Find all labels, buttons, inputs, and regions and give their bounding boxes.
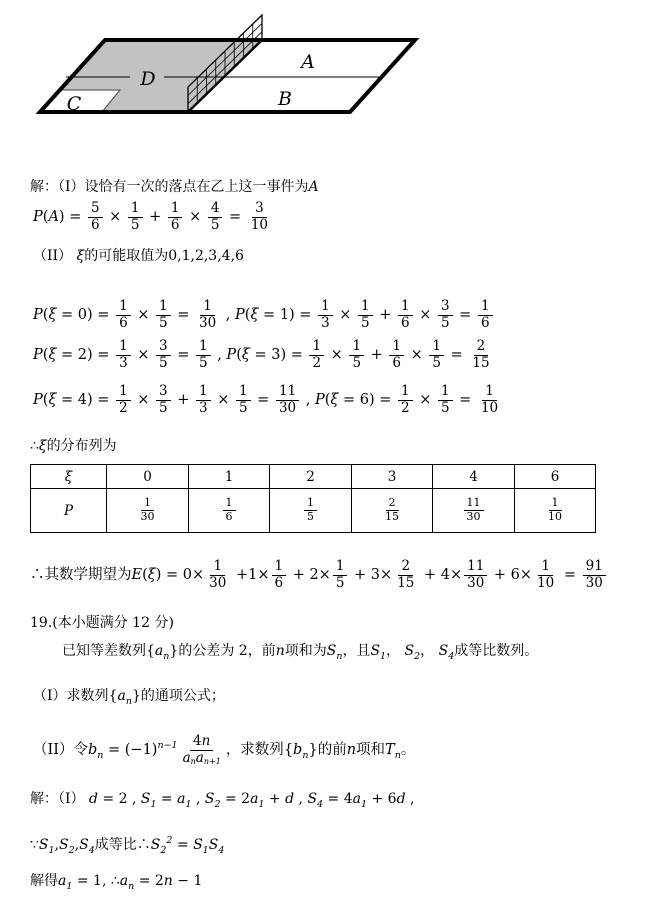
problem-19-part1: （I）求数列$\{a_n\}$的通项公式； xyxy=(33,688,225,707)
prob-cell: $\frac{1}{6}$ xyxy=(189,489,270,533)
formula-p-xi-2-3: P(ξ = 2) = $\frac{1}{3}$ × $\frac{3}{5}$ = $\frac{1}{5}$ , P(ξ = 3) = $\frac{1}{2}$ × $\frac{1}{5}$ + $\frac{1}{6}$ × $\frac{1}{5}$ = $\frac{2}{15}$ xyxy=(33,337,490,371)
problem-19-part2: （II）令$b_n = (-1)^{n-1}$ 4n anan+1 ，求数列$\{b_n\}$的前n项和$T_n$。 xyxy=(33,732,416,766)
prob-cell: $\frac{1}{5}$ xyxy=(270,489,352,533)
problem-19-statement: 已知等差数列$\{a_n\}$的公差为 2，前n项和为$S_n$，且$S_1$， $S_2$， $S_4$成等比数列。 xyxy=(62,643,539,662)
value-cell: 4 xyxy=(433,465,515,489)
formula-p-xi-0-1: P(ξ = 0) = $\frac{1}{6}$ × $\frac{1}{5}$ = $\frac{1}{30}$ , P(ξ = 1) = $\frac{1}{3}$ × $\frac{1}{5}$ + $\frac{1}{6}$ × $\frac{3}{5}$ = $\frac{1}{6}$ xyxy=(33,296,495,334)
prob-cell: $\frac{1}{30}$ xyxy=(107,489,189,533)
distribution-table xyxy=(30,464,596,533)
part2-xi-values: （II） ξ的可能取值为0,1,2,3,4,6 xyxy=(33,248,244,264)
table-tennis-diagram xyxy=(18,6,448,128)
solution-19-step3: 解得$a_1 = 1$, $\therefore a_n = 2n - 1$ xyxy=(30,873,203,892)
region-b-label: B xyxy=(278,88,292,110)
prob-cell: $\frac{2}{15}$ xyxy=(352,489,433,533)
p-header-cell xyxy=(31,489,107,533)
region-d-label: D xyxy=(140,68,156,90)
region-a-label: A xyxy=(301,51,315,73)
xi-symbol: ξ xyxy=(64,468,73,485)
prob-cell: $\frac{1}{10}$ xyxy=(515,489,596,533)
distribution-intro: ∴ξ的分布列为 xyxy=(30,438,117,454)
table-header-row xyxy=(31,465,596,489)
prob-cell: $\frac{11}{30}$ xyxy=(433,489,515,533)
solution-part1-setup: 解：（I）设恰有一次的落点在乙上这一事件为A xyxy=(30,179,319,195)
value-cell: 3 xyxy=(352,465,433,489)
value-cell: 2 xyxy=(270,465,352,489)
expectation-formula: ∴其数学期望为E(ξ) = 0× $\frac{1}{30}$ +1× $\frac{1}{6}$ + 2× $\frac{1}{5}$ + 3× $\frac{2}{15}$ + 4× $\frac{11}{30}$ + 6× $\frac{1}{10}$ = $\frac{91}{30}$ xyxy=(30,556,608,594)
solution-19-step2: $\because S_1,S_2,S_4$成等比$\therefore S_2^2 = S_1S_4$ xyxy=(30,835,225,856)
value-cell: 6 xyxy=(515,465,596,489)
value-cell: 1 xyxy=(189,465,270,489)
formula-p-a: P(A) = $\frac{5}{6}$ × $\frac{1}{5}$ + $\frac{1}{6}$ × $\frac{4}{5}$ = $\frac{3}{10}$ xyxy=(33,199,269,233)
solution-19-step1: 解：（I） d = 2 , $S_1 = a_1$ , $S_2 = 2a_1 + d$ , $S_4 = 4a_1 + 6d$ , xyxy=(30,791,415,810)
problem-19-header: 19.(本小题满分 12 分) xyxy=(30,615,174,631)
table-probability-row xyxy=(31,489,596,533)
p-symbol: P xyxy=(63,502,74,519)
xi-header-cell xyxy=(31,465,107,489)
value-cell: 0 xyxy=(107,465,189,489)
region-c-label: C xyxy=(66,93,82,115)
formula-p-xi-4-6: P(ξ = 4) = $\frac{1}{2}$ × $\frac{3}{5}$ + $\frac{1}{3}$ × $\frac{1}{5}$ = $\frac{11}{30}$ , P(ξ = 6) = $\frac{1}{2}$ × $\frac{1}{5}$ = $\frac{1}{10}$ xyxy=(33,382,499,416)
